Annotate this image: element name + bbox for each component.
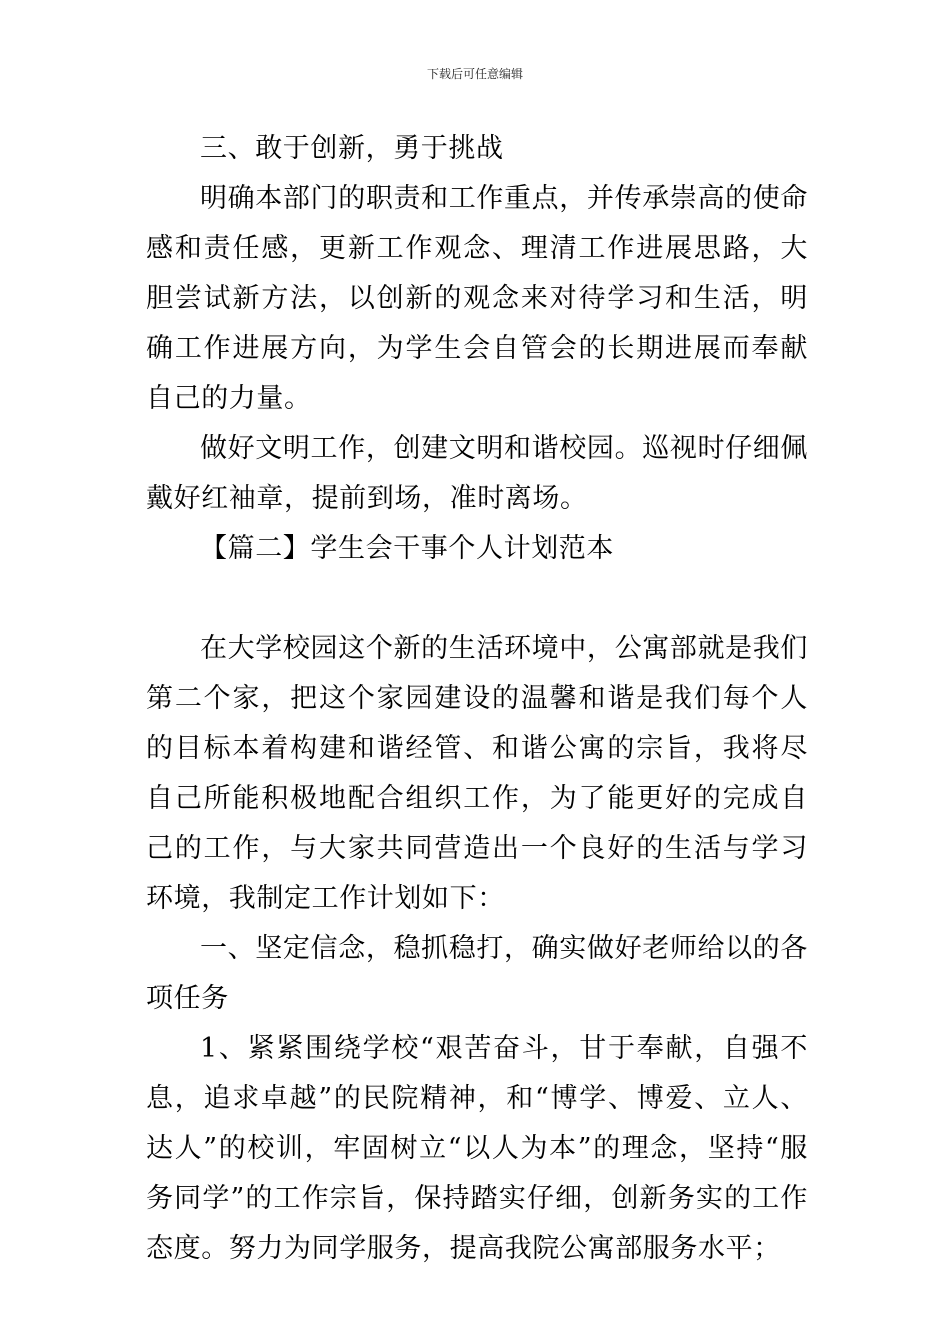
paragraph-responsibility: 明确本部门的职责和工作重点，并传承崇高的使命感和责任感，更新工作观念、理清工作进展思路，大胆尝试新方法，以创新的观念来对待学习和生活，明确工作进展方向，为学生会自管会的长期进展而奉献自己的力量。	[146, 183, 808, 414]
paragraph-item-one: 1、紧紧围绕学校“艰苦奋斗，甘于奉献，自强不息，追求卓越”的民院精神，和“博学、博爱、立人、达人”的校训，牢固树立“以人为本”的理念，坚持“服务同学”的工作宗旨，保持踏实仔细，创新务实的工作态度。努力为同学服务，提高我院公寓部服务水平；	[146, 1033, 808, 1264]
paragraph-introduction: 在大学校园这个新的生活环境中，公寓部就是我们第二个家，把这个家园建设的温馨和谐是我们每个人的目标本着构建和谐经管、和谐公寓的宗旨，我将尽自己所能积极地配合组织工作，为了能更好的完成自己的工作，与大家共同营造出一个良好的生活与学习环境，我制定工作计划如下：	[146, 633, 808, 914]
section-heading-innovation: 三、敢于创新，勇于挑战	[200, 133, 504, 164]
blank-line	[146, 574, 808, 624]
document-body	[146, 124, 808, 1274]
section-heading-belief: 一、坚定信念，稳抓稳打，确实做好老师给以的各项任务	[146, 933, 808, 1014]
page-header: 下载后可任意编辑	[426, 67, 523, 81]
paragraph-civility: 做好文明工作，创建文明和谐校园。巡视时仔细佩戴好红袖章，提前到场，准时离场。	[146, 433, 808, 514]
article-title-part-two: 【篇二】学生会干事个人计划范本	[200, 533, 614, 564]
